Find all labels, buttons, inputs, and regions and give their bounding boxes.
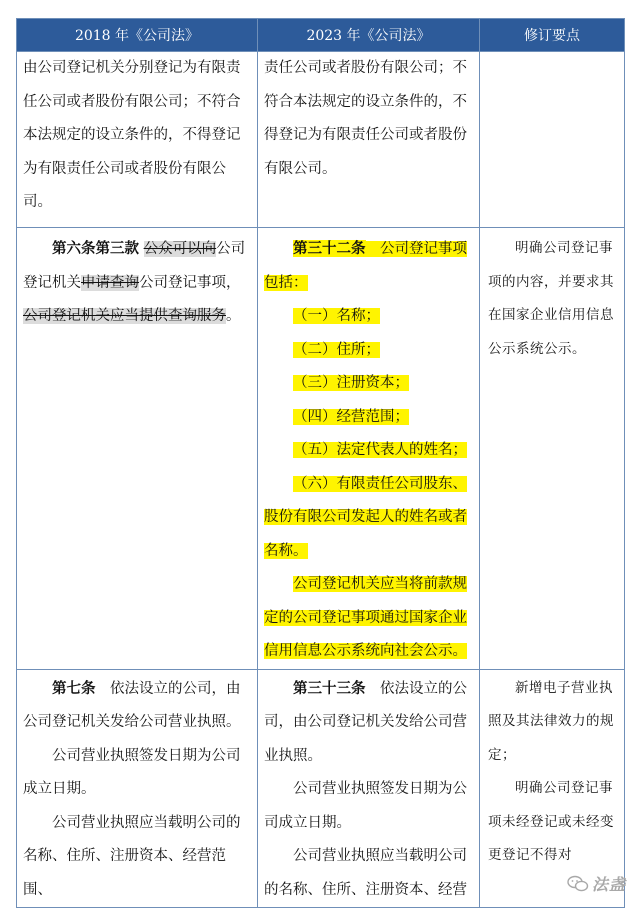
- old-text-end: 。: [226, 308, 241, 324]
- watermark: [567, 872, 626, 895]
- header-points: 修订要点: [480, 19, 625, 52]
- new-text: 责任公司或者股份有限公司；不符合本法规定的设立条件的，不得登记为有限责任公司或者股份有限公司。: [264, 60, 467, 177]
- cell-2018: [17, 228, 258, 670]
- point-text: 新增电子营业执照及其法律效力的规定；: [488, 679, 614, 763]
- old-text: 由公司登记机关分别登记为有限责任公司或者股份有限公司；不符合本法规定的设立条件的，不得登记为有限责任公司或者股份有限公司。: [23, 60, 241, 210]
- wechat-icon: [567, 875, 589, 893]
- new-paragraph: 公司营业执照应当载明公司的名称、住所、注册资本、经营: [264, 848, 467, 898]
- new-article: [264, 672, 474, 774]
- watermark-text: 法盏: [591, 875, 626, 894]
- list-item: （四）经营范围；: [293, 408, 409, 425]
- header-2023: 2023 年《公司法》: [258, 19, 480, 52]
- list-item: （五）法定代表人的姓名；: [293, 442, 467, 458]
- cell-2018: [17, 669, 258, 908]
- old-article-title: 第六条第三款: [52, 240, 139, 257]
- cell-points: [480, 228, 625, 670]
- list-item: （一）名称；: [293, 308, 380, 324]
- list-item: （二）住所；: [293, 341, 380, 358]
- old-text: 公司登记事项，: [139, 274, 241, 291]
- new-intro: 公司登记事项包括：: [264, 241, 467, 291]
- old-article-title: 第七条: [52, 679, 96, 697]
- new-paragraph: 公司登记机关应当将前款规定的公司登记事项通过国家企业信用信息公示系统向社会公示。: [264, 576, 467, 659]
- deleted-text: 公众可以向: [143, 241, 217, 257]
- cell-points: [480, 52, 625, 228]
- old-paragraph: 公司营业执照应当载明公司的名称、住所、注册资本、经营范围、: [23, 814, 241, 898]
- old-article: [23, 232, 252, 334]
- cell-2023: [258, 669, 480, 908]
- list-item: （三）注册资本；: [293, 375, 409, 391]
- table-header-row: [17, 19, 625, 52]
- old-text: 依法设立的公司，由公司登记机关发给公司营业执照。: [23, 680, 241, 730]
- deleted-text: 公司登记机关应当提供查询服务: [23, 308, 226, 324]
- new-paragraph: 公司营业执照签发日期为公司成立日期。: [264, 781, 467, 831]
- old-article: [23, 672, 252, 740]
- header-2018: 2018 年《公司法》: [17, 19, 258, 52]
- point-text: 明确公司登记事项的内容，并要求其在国家企业信用信息公示系统公示。: [488, 240, 614, 357]
- new-article-title: 第三十二条: [293, 240, 366, 257]
- table-row: [17, 669, 625, 908]
- cell-2023: [258, 228, 480, 670]
- cell-2023: [258, 52, 480, 228]
- new-article-title: 第三十三条: [293, 679, 366, 697]
- cell-2018: [17, 52, 258, 228]
- table-row: [17, 52, 625, 228]
- table-row: [17, 228, 625, 670]
- new-article: [264, 232, 474, 300]
- old-paragraph: 公司营业执照签发日期为公司成立日期。: [23, 747, 241, 797]
- new-text: 依法设立的公司，由公司登记机关发给公司营业执照。: [264, 680, 467, 764]
- comparison-table: [16, 18, 625, 908]
- old-text: 公司登记机关: [23, 241, 246, 291]
- point-text: 明确公司登记事项未经登记或未经变更登记不得对: [488, 780, 614, 863]
- deleted-text: 申请查询: [81, 274, 139, 291]
- list-item: （六）有限责任公司股东、股份有限公司发起人的姓名或者名称。: [264, 475, 467, 559]
